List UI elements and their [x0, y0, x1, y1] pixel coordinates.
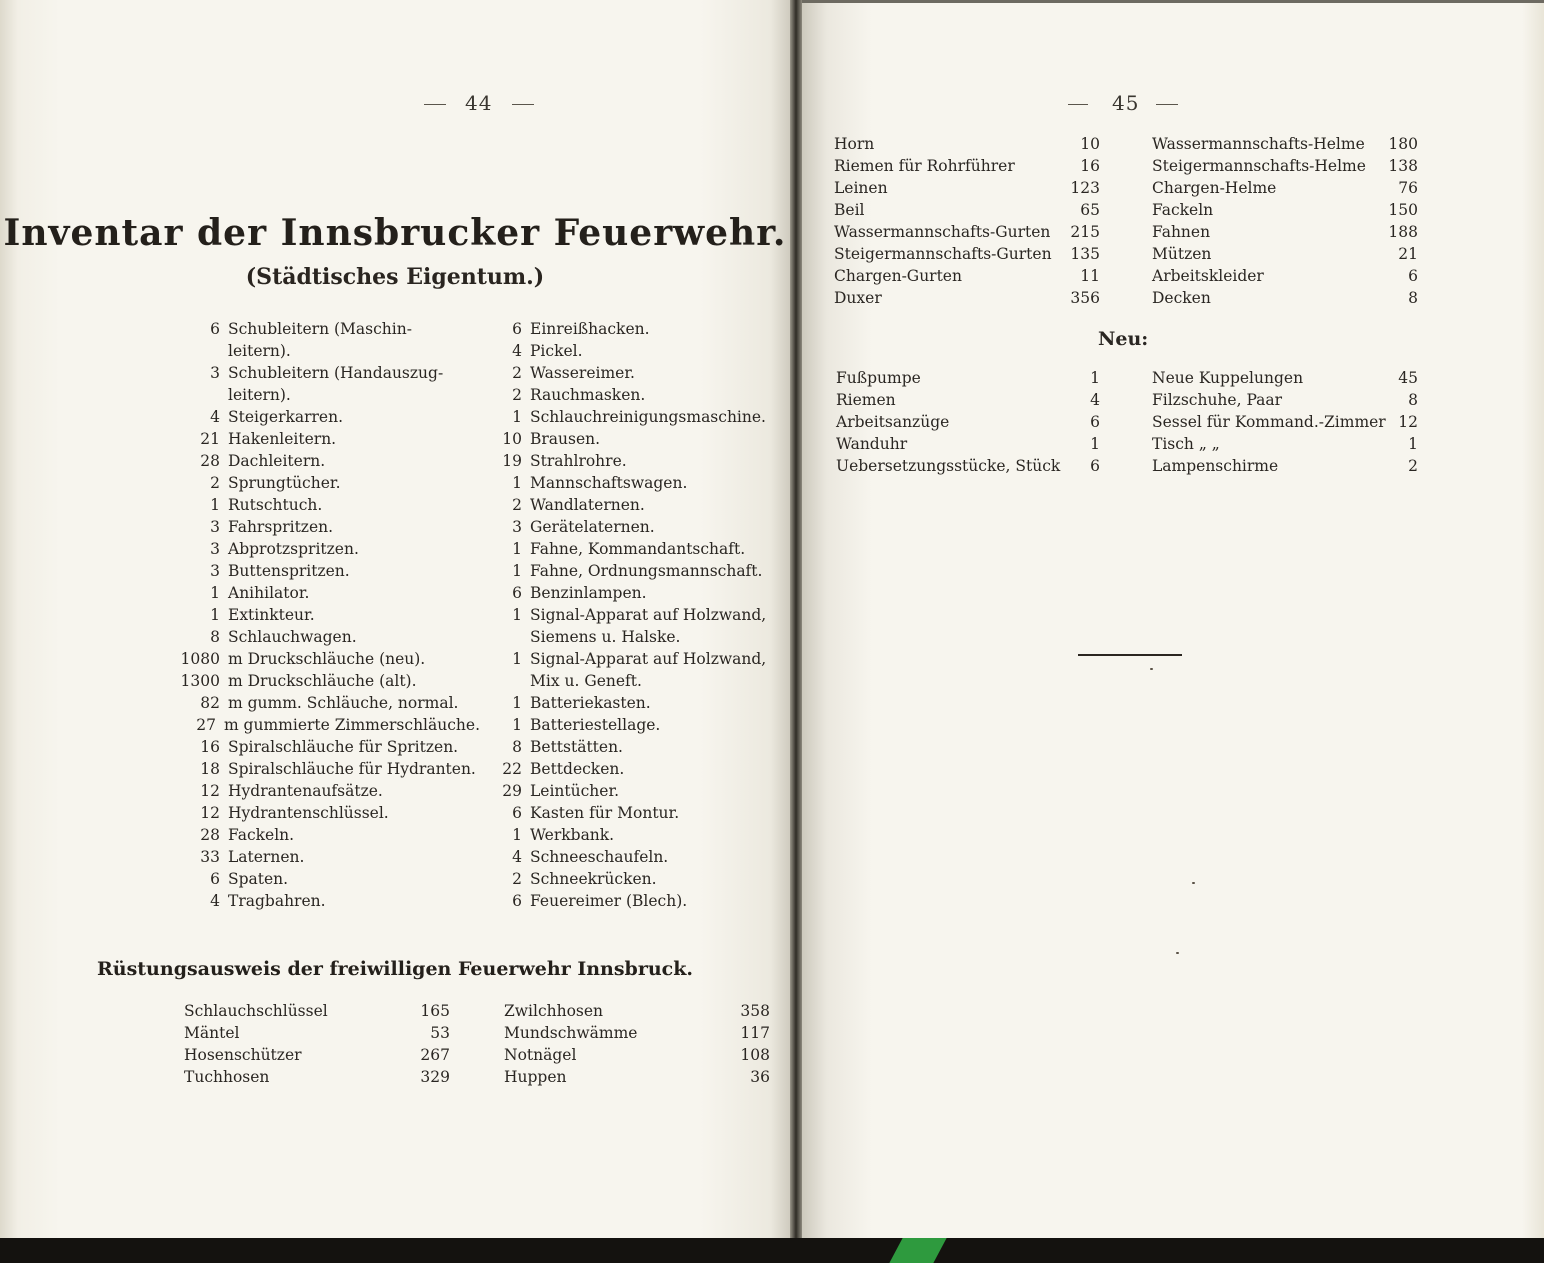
inventory-item	[494, 538, 784, 560]
table-row	[504, 1022, 770, 1044]
table-row	[1152, 411, 1418, 433]
item-quantity: 6	[512, 320, 522, 338]
inventory-item	[494, 736, 784, 758]
item-name: Schneekrücken.	[530, 870, 657, 888]
item-name: Fahnen	[1152, 223, 1211, 241]
item-name: Fackeln	[1152, 201, 1214, 219]
item-count: 8	[1408, 391, 1418, 409]
table-row	[184, 1000, 450, 1022]
item-name: Neue Kuppelungen	[1152, 369, 1304, 387]
item-name: Chargen-Gurten	[834, 267, 962, 285]
equipment-column-1	[834, 133, 1100, 309]
item-quantity: 8	[210, 628, 220, 646]
item-name: Schlauchwagen.	[228, 628, 357, 646]
item-quantity: 2	[512, 364, 522, 382]
item-name: Spiralschläuche für Spritzen.	[228, 738, 459, 756]
ruestung-column-2	[504, 1000, 770, 1088]
item-count: 188	[1388, 223, 1418, 241]
item-name: m Druckschläuche (alt).	[228, 672, 417, 690]
page-number-dash-right	[512, 104, 534, 105]
item-name: Tuchhosen	[184, 1068, 270, 1086]
item-quantity: 12	[200, 804, 220, 822]
item-quantity: 3	[512, 518, 522, 536]
item-quantity: 2	[210, 474, 220, 492]
item-quantity: 21	[200, 430, 220, 448]
page-number: 44	[465, 91, 493, 115]
inventory-item	[180, 494, 480, 516]
item-name: Riemen	[836, 391, 896, 409]
item-count: 36	[750, 1068, 770, 1086]
item-quantity: 1	[512, 562, 522, 580]
item-quantity: 1	[512, 826, 522, 844]
item-quantity: 6	[512, 804, 522, 822]
inventory-item	[494, 604, 784, 626]
inventory-item	[180, 758, 480, 780]
item-name: Zwilchhosen	[504, 1002, 604, 1020]
item-count: 21	[1398, 245, 1418, 263]
item-quantity: 1	[512, 694, 522, 712]
item-count: 6	[1090, 457, 1100, 475]
page-number: 45	[1112, 91, 1140, 115]
item-count: 358	[740, 1002, 770, 1020]
item-name: Signal-Apparat auf Holzwand,	[530, 606, 767, 624]
item-quantity: 1	[512, 650, 522, 668]
item-quantity: 6	[512, 584, 522, 602]
item-quantity: 28	[200, 452, 220, 470]
inventory-item	[180, 868, 480, 890]
closing-rule	[1078, 654, 1182, 656]
item-name: Fahne, Ordnungsmannschaft.	[530, 562, 763, 580]
new-items-heading: Neu:	[1098, 328, 1149, 350]
table-row	[184, 1022, 450, 1044]
inventory-item	[180, 648, 480, 670]
item-name: Schubleitern (Maschin-	[228, 320, 412, 338]
item-name: Werkbank.	[530, 826, 615, 844]
item-name: Mundschwämme	[504, 1024, 638, 1042]
item-count: 135	[1070, 245, 1100, 263]
table-row	[1152, 455, 1418, 477]
inventory-item	[180, 582, 480, 604]
inventory-item	[494, 648, 784, 670]
inventory-item	[494, 824, 784, 846]
inventory-item	[494, 582, 784, 604]
right-page	[802, 0, 1544, 1238]
item-name: Spaten.	[228, 870, 289, 888]
inventory-item	[180, 714, 480, 736]
table-row	[836, 411, 1100, 433]
item-quantity: 3	[210, 518, 220, 536]
item-count: 2	[1408, 457, 1418, 475]
item-name: Schlauchschlüssel	[184, 1002, 328, 1020]
item-name: Hosenschützer	[184, 1046, 302, 1064]
item-count: 117	[740, 1024, 770, 1042]
table-row	[504, 1044, 770, 1066]
table-row	[834, 155, 1100, 177]
page-subtitle: (Städtisches Eigentum.)	[245, 264, 545, 290]
new-items-column-2	[1152, 367, 1418, 477]
item-name: Sessel für Kommand.-Zimmer	[1152, 413, 1386, 431]
inventory-item	[180, 604, 480, 626]
item-name: Duxer	[834, 289, 882, 307]
item-name: Wassermannschafts-Helme	[1152, 135, 1365, 153]
item-quantity: 19	[502, 452, 522, 470]
item-count: 65	[1080, 201, 1100, 219]
item-name: Wandlaternen.	[530, 496, 645, 514]
item-quantity: 1	[210, 584, 220, 602]
item-count: 356	[1070, 289, 1100, 307]
item-quantity: 29	[502, 782, 522, 800]
item-name: Beil	[834, 201, 865, 219]
item-name: Rauchmasken.	[530, 386, 646, 404]
inventory-item	[494, 560, 784, 582]
item-name: m gumm. Schläuche, normal.	[228, 694, 459, 712]
item-count: 138	[1388, 157, 1418, 175]
item-name: Hydrantenaufsätze.	[228, 782, 383, 800]
item-name: Hydrantenschlüssel.	[228, 804, 389, 822]
item-quantity: 1300	[180, 672, 220, 690]
item-quantity: 33	[200, 848, 220, 866]
paper-speck	[1150, 668, 1153, 670]
item-name: m gummierte Zimmerschläuche.	[223, 716, 480, 734]
item-name: Steigermannschafts-Helme	[1152, 157, 1366, 175]
equipment-column-2	[1152, 133, 1418, 309]
page-number-dash-left	[424, 104, 446, 105]
item-count: 6	[1090, 413, 1100, 431]
item-quantity: 6	[210, 870, 220, 888]
paper-speck	[1176, 952, 1179, 954]
item-name: Leinen	[834, 179, 888, 197]
item-name: m Druckschläuche (neu).	[228, 650, 426, 668]
item-name: Fahne, Kommandantschaft.	[530, 540, 746, 558]
item-quantity: 6	[512, 892, 522, 910]
item-quantity: 8	[512, 738, 522, 756]
item-quantity: 10	[502, 430, 522, 448]
item-name: Lampenschirme	[1152, 457, 1279, 475]
page-title: Inventar der Innsbrucker Feuerwehr.	[3, 212, 787, 254]
item-name: Tisch „ „	[1152, 435, 1220, 453]
inventory-item	[180, 362, 480, 384]
item-name: Bettdecken.	[530, 760, 625, 778]
item-quantity: 3	[210, 364, 220, 382]
item-name: Bettstätten.	[530, 738, 623, 756]
item-count: 123	[1070, 179, 1100, 197]
item-name: Steigermannschafts-Gurten	[834, 245, 1052, 263]
inventory-item	[494, 472, 784, 494]
item-count: 53	[430, 1024, 450, 1042]
inventory-item	[494, 406, 784, 428]
item-count: 1	[1090, 435, 1100, 453]
inventory-item	[180, 450, 480, 472]
table-row	[834, 265, 1100, 287]
inventory-item	[494, 494, 784, 516]
item-name: Brausen.	[530, 430, 601, 448]
item-count: 6	[1408, 267, 1418, 285]
table-row	[1152, 199, 1418, 221]
item-name: Decken	[1152, 289, 1211, 307]
table-row	[1152, 433, 1418, 455]
inventory-item	[494, 340, 784, 362]
table-row	[1152, 133, 1418, 155]
item-quantity: 1	[512, 474, 522, 492]
item-quantity: 22	[502, 760, 522, 778]
item-count: 215	[1070, 223, 1100, 241]
item-quantity: 12	[200, 782, 220, 800]
inventory-item	[180, 824, 480, 846]
item-name: Horn	[834, 135, 875, 153]
table-row	[1152, 221, 1418, 243]
item-count: 10	[1080, 135, 1100, 153]
inventory-item	[180, 780, 480, 802]
item-quantity: 2	[512, 386, 522, 404]
item-name: Abprotzspritzen.	[228, 540, 359, 558]
item-quantity: 4	[512, 848, 522, 866]
item-name: Mützen	[1152, 245, 1212, 263]
item-count: 11	[1080, 267, 1100, 285]
item-quantity: 1	[210, 606, 220, 624]
item-quantity: 1	[512, 408, 522, 426]
table-row	[834, 177, 1100, 199]
item-count: 165	[420, 1002, 450, 1020]
item-quantity: 1	[210, 496, 220, 514]
table-row	[1152, 367, 1418, 389]
item-name: Extinkteur.	[228, 606, 315, 624]
item-name: Fahrspritzen.	[228, 518, 334, 536]
table-row	[184, 1066, 450, 1088]
item-name: Signal-Apparat auf Holzwand,	[530, 650, 767, 668]
item-quantity: 4	[210, 892, 220, 910]
inventory-column-1	[180, 318, 480, 912]
item-count: 16	[1080, 157, 1100, 175]
item-quantity: 16	[200, 738, 220, 756]
inventory-column-2	[494, 318, 784, 912]
item-count: 180	[1388, 135, 1418, 153]
item-quantity: 3	[210, 562, 220, 580]
item-name: Fußpumpe	[836, 369, 921, 387]
item-name: Fackeln.	[228, 826, 295, 844]
table-row	[504, 1000, 770, 1022]
item-count: 267	[420, 1046, 450, 1064]
item-quantity: 4	[512, 342, 522, 360]
item-count: 76	[1398, 179, 1418, 197]
item-name: Anihilator.	[228, 584, 310, 602]
item-name: Hakenleitern.	[228, 430, 337, 448]
item-count: 108	[740, 1046, 770, 1064]
table-row	[1152, 389, 1418, 411]
item-quantity: 1080	[180, 650, 220, 668]
table-row	[836, 389, 1100, 411]
item-quantity: 4	[210, 408, 220, 426]
inventory-item	[494, 714, 784, 736]
inventory-item	[180, 670, 480, 692]
item-name: Schneeschaufeln.	[530, 848, 669, 866]
table-row	[834, 243, 1100, 265]
item-name: Wassereimer.	[530, 364, 635, 382]
item-name: Wassermannschafts-Gurten	[834, 223, 1051, 241]
item-name: Riemen für Rohrführer	[834, 157, 1015, 175]
inventory-item	[494, 450, 784, 472]
inventory-item	[494, 692, 784, 714]
item-quantity: 2	[512, 496, 522, 514]
table-row	[836, 367, 1100, 389]
inventory-item	[494, 868, 784, 890]
table-row	[1152, 155, 1418, 177]
inventory-item	[180, 428, 480, 450]
item-name: Schubleitern (Handauszug-	[228, 364, 444, 382]
item-name: Kasten für Montur.	[530, 804, 680, 822]
item-name: Feuereimer (Blech).	[530, 892, 688, 910]
inventory-item	[180, 846, 480, 868]
inventory-item	[180, 406, 480, 428]
table-row	[834, 221, 1100, 243]
item-name: Leintücher.	[530, 782, 620, 800]
item-quantity: 18	[200, 760, 220, 778]
table-row	[1152, 287, 1418, 309]
item-count: 8	[1408, 289, 1418, 307]
item-count: 12	[1398, 413, 1418, 431]
inventory-item	[494, 780, 784, 802]
item-quantity: 28	[200, 826, 220, 844]
item-name: Uebersetzungsstücke, Stück	[836, 457, 1061, 475]
inventory-item	[494, 758, 784, 780]
inventory-item	[180, 802, 480, 824]
table-row	[834, 287, 1100, 309]
item-count: 1	[1090, 369, 1100, 387]
inventory-item	[494, 384, 784, 406]
inventory-item	[180, 560, 480, 582]
item-count: 1	[1408, 435, 1418, 453]
table-row	[836, 433, 1100, 455]
table-row	[184, 1044, 450, 1066]
item-name: Arbeitskleider	[1152, 267, 1264, 285]
item-count: 150	[1388, 201, 1418, 219]
item-quantity: 3	[210, 540, 220, 558]
item-name: Batteriekasten.	[530, 694, 651, 712]
inventory-item	[180, 736, 480, 758]
item-name: Rutschtuch.	[228, 496, 323, 514]
item-name: Laternen.	[228, 848, 305, 866]
item-name: Chargen-Helme	[1152, 179, 1277, 197]
item-quantity: 1	[512, 540, 522, 558]
item-name: Gerätelaternen.	[530, 518, 655, 536]
item-name: Schlauchreinigungsmaschine.	[530, 408, 766, 426]
book-gutter	[790, 0, 802, 1238]
inventory-item	[180, 692, 480, 714]
inventory-item	[494, 318, 784, 340]
inventory-item	[180, 890, 480, 912]
item-name: Mannschaftswagen.	[530, 474, 688, 492]
item-name: Pickel.	[530, 342, 583, 360]
inventory-item	[180, 472, 480, 494]
table-row	[1152, 265, 1418, 287]
item-name: Notnägel	[504, 1046, 577, 1064]
item-name: Sprungtücher.	[228, 474, 341, 492]
inventory-item	[494, 428, 784, 450]
inventory-item	[494, 846, 784, 868]
table-row	[504, 1066, 770, 1088]
table-row	[834, 133, 1100, 155]
item-name: Buttenspritzen.	[228, 562, 350, 580]
item-name-continuation: Mix u. Geneft.	[530, 672, 642, 690]
item-name: Einreißhacken.	[530, 320, 650, 338]
item-name: Arbeitsanzüge	[836, 413, 950, 431]
table-row	[1152, 177, 1418, 199]
item-quantity: 2	[512, 870, 522, 888]
table-row	[834, 199, 1100, 221]
item-name: Batteriestellage.	[530, 716, 661, 734]
item-name: Strahlrohre.	[530, 452, 627, 470]
new-items-column-1	[836, 367, 1100, 477]
item-quantity: 1	[512, 606, 522, 624]
table-row	[1152, 243, 1418, 265]
item-name-continuation: leitern).	[228, 386, 291, 404]
inventory-item	[180, 538, 480, 560]
item-quantity: 27	[196, 716, 216, 734]
table-row	[836, 455, 1100, 477]
item-count: 45	[1398, 369, 1418, 387]
page-number-dash-right	[1156, 104, 1178, 105]
section-title: Rüstungsausweis der freiwilligen Feuerwehr Innsbruck.	[96, 958, 693, 980]
item-name: Mäntel	[184, 1024, 240, 1042]
scan-bottom-edge	[0, 1238, 1544, 1263]
item-name: Spiralschläuche für Hydranten.	[228, 760, 476, 778]
item-quantity: 6	[210, 320, 220, 338]
item-count: 329	[420, 1068, 450, 1086]
item-name: Huppen	[504, 1068, 567, 1086]
item-quantity: 1	[512, 716, 522, 734]
item-name: Wanduhr	[836, 435, 908, 453]
inventory-item	[494, 362, 784, 384]
item-name: Filzschuhe, Paar	[1152, 391, 1283, 409]
item-name-continuation: leitern).	[228, 342, 291, 360]
item-name: Steigerkarren.	[228, 408, 344, 426]
inventory-item	[180, 318, 480, 340]
item-name: Benzinlampen.	[530, 584, 647, 602]
item-quantity: 82	[200, 694, 220, 712]
item-name-continuation: Siemens u. Halske.	[530, 628, 681, 646]
inventory-item	[494, 802, 784, 824]
inventory-item	[494, 516, 784, 538]
item-name: Tragbahren.	[228, 892, 326, 910]
page-number-dash-left	[1068, 104, 1088, 105]
inventory-item	[180, 626, 480, 648]
paper-speck	[1192, 882, 1195, 884]
ruestung-column-1	[184, 1000, 450, 1088]
item-name: Dachleitern.	[228, 452, 326, 470]
inventory-item	[494, 890, 784, 912]
item-count: 4	[1090, 391, 1100, 409]
inventory-item	[180, 516, 480, 538]
